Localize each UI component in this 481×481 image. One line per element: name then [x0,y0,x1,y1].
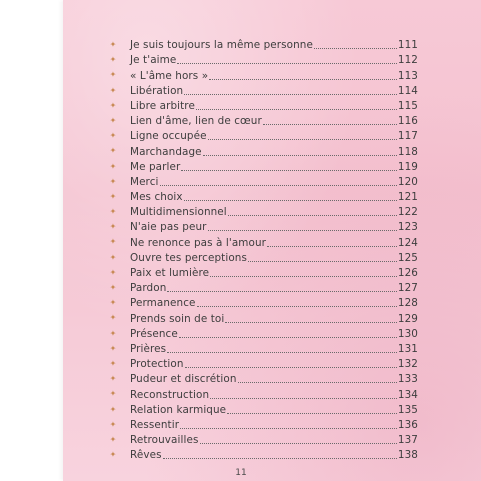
dot-leader [248,260,397,262]
toc-entry[interactable] [63,295,481,310]
toc-entry-title: Paix et lumière [130,267,210,279]
four-pointed-star-icon: ✦ [109,283,117,292]
toc-entry-title: Mes choix [130,191,183,204]
toc-entry-title: Prends soin de toi [130,312,225,325]
toc-entry-title: Ligne occupée [130,130,207,143]
toc-entry[interactable] [63,83,481,98]
toc-entry[interactable] [63,417,481,432]
toc-entry-line [130,449,418,462]
toc-entry[interactable] [63,52,481,67]
toc-entry-page: 129 [397,312,418,325]
toc-entry-title: Pardon [130,282,167,295]
toc-entry-line [130,434,418,447]
toc-entry[interactable] [63,128,481,143]
toc-entry-title: Lien d'âme, lien de cœur [130,115,262,128]
four-pointed-star-icon: ✦ [109,450,117,460]
four-pointed-star-icon: ✦ [109,146,117,156]
toc-entry-title: Présence [130,327,178,340]
toc-entry-title: Libération [130,84,184,97]
toc-entry-page: 135 [397,403,418,416]
toc-entry[interactable] [63,189,481,204]
toc-entry[interactable] [63,402,481,417]
toc-entry-page: 127 [397,282,418,295]
toc-entry-page: 138 [397,449,418,462]
dot-leader [210,275,397,277]
dot-leader [200,442,397,444]
toc-entry-page: 132 [397,358,418,371]
dot-leader [167,351,397,353]
dot-leader [177,62,397,64]
toc-entry-page: 133 [397,373,418,386]
toc-entry[interactable] [63,371,481,386]
four-pointed-star-icon: ✦ [109,70,117,80]
four-pointed-star-icon: ✦ [109,161,117,171]
toc-entry-title: Marchandage [130,145,202,158]
four-pointed-star-icon: ✦ [109,404,117,414]
toc-entry-page: 113 [397,69,418,82]
toc-entry-page: 124 [397,236,418,249]
toc-entry-page: 128 [397,297,418,310]
toc-entry-page: 120 [397,175,418,188]
toc-entry-title: Je suis toujours la même personne [130,39,313,52]
toc-entry[interactable] [63,310,481,325]
toc-entry-line [130,161,418,174]
toc-entry-page: 136 [397,418,418,431]
four-pointed-star-icon: ✦ [109,55,117,65]
toc-entry-line [130,115,418,128]
dot-leader [197,305,397,307]
toc-entry-page: 130 [397,327,418,340]
four-pointed-star-icon: ✦ [109,191,117,201]
toc-entry-title: Rêves [130,449,162,462]
dot-leader [163,457,397,459]
four-pointed-star-icon: ✦ [109,434,117,444]
four-pointed-star-icon: ✦ [109,328,117,338]
toc-entry-line [130,373,418,386]
dot-leader [225,321,396,323]
dot-leader [203,154,397,156]
four-pointed-star-icon: ✦ [109,267,117,277]
toc-entry-title: Ouvre tes perceptions [130,251,247,264]
toc-entry-title: Relation karmique [130,403,227,416]
four-pointed-star-icon: ✦ [109,100,117,110]
toc-entry-line [130,237,418,250]
toc-entry[interactable] [63,159,481,174]
toc-entry[interactable] [63,386,481,401]
dot-leader [184,199,397,201]
toc-entry-title: Protection [130,358,184,371]
toc-entry-title: Permanence [130,297,196,310]
toc-entry[interactable] [63,341,481,356]
four-pointed-star-icon: ✦ [109,313,117,323]
toc-entry-line [130,221,418,234]
dot-leader [180,427,397,429]
toc-entry-line [130,404,418,417]
toc-entry-page: 116 [397,115,418,128]
four-pointed-star-icon: ✦ [109,131,117,141]
toc-entry[interactable] [63,219,481,234]
dot-leader [160,184,397,186]
dot-leader [228,214,397,216]
toc-entry-page: 114 [397,84,418,97]
toc-entry-page: 118 [397,145,418,158]
toc-entry-line [130,419,418,432]
four-pointed-star-icon: ✦ [109,40,117,49]
four-pointed-star-icon: ✦ [109,389,117,399]
dot-leader [184,93,397,95]
toc-entry-title: Pudeur et discrétion [130,373,237,386]
dot-leader [227,412,397,414]
dot-leader [179,336,397,338]
toc-entry-title: Reconstruction [130,388,210,401]
four-pointed-star-icon: ✦ [109,176,117,186]
toc-entry[interactable] [63,234,481,249]
toc-entry[interactable] [63,37,481,52]
toc-entry-line [130,313,418,326]
toc-entry-line [130,282,418,295]
toc-entry-page: 131 [397,342,418,355]
four-pointed-star-icon: ✦ [109,343,117,353]
toc-entry-page: 134 [397,388,418,401]
toc-entry-title: Ne renonce pas à l'amour [130,236,267,249]
toc-entry[interactable] [63,143,481,158]
toc-entry-line [130,54,418,67]
toc-entry-title: Je t'aime [130,54,177,67]
toc-entry-line [130,85,418,98]
toc-entry-page: 126 [397,267,418,279]
four-pointed-star-icon: ✦ [109,419,117,429]
toc-entry-title: Multidimensionnel [130,206,227,219]
toc-entry-line [130,70,418,83]
toc-entry[interactable] [63,326,481,341]
page-number: 11 [235,468,247,478]
four-pointed-star-icon: ✦ [109,222,117,232]
toc-entry-page: 125 [397,251,418,264]
toc-entry-line [130,191,418,204]
four-pointed-star-icon: ✦ [109,207,117,217]
dot-leader [196,108,397,110]
four-pointed-star-icon: ✦ [109,358,117,368]
four-pointed-star-icon: ✦ [109,252,117,262]
toc-entry-page: 119 [397,160,418,173]
dot-leader [314,47,397,49]
four-pointed-star-icon: ✦ [109,374,117,384]
toc-entry[interactable] [63,265,481,280]
dot-leader [209,78,397,80]
toc-entry[interactable] [63,356,481,371]
dot-leader [208,138,397,140]
toc-entry-page: 121 [397,191,418,204]
toc-entry-line [130,130,418,143]
toc-entry-line [130,100,418,113]
four-pointed-star-icon: ✦ [109,298,117,308]
toc-entry[interactable] [63,67,481,82]
toc-entry-title: « L'âme hors » [130,69,209,82]
toc-entry-line [130,328,418,341]
four-pointed-star-icon: ✦ [109,85,117,95]
toc-entry[interactable] [63,174,481,189]
toc-entry-line [130,39,418,52]
toc-entry[interactable] [63,204,481,219]
dot-leader [263,123,397,125]
toc-entry-page: 137 [397,434,418,447]
toc-entry-line [130,146,418,159]
toc-entry-page: 115 [397,99,418,112]
toc-entry-page: 123 [397,221,418,234]
dot-leader [210,397,397,399]
toc-entry-title: Prières [130,342,167,355]
dot-leader [267,245,397,247]
toc-entry[interactable] [63,113,481,128]
toc-entry-line [130,358,418,371]
book-page [63,0,481,481]
toc-entry-title: Ressentir [130,418,180,431]
four-pointed-star-icon: ✦ [109,237,117,247]
dot-leader [238,381,397,383]
dot-leader [167,290,396,292]
toc-entry[interactable] [63,432,481,447]
toc-entry-page: 111 [397,39,418,52]
dot-leader [181,169,397,171]
toc-entry[interactable] [63,447,481,462]
table-of-contents [63,37,481,462]
toc-entry-title: Libre arbitre [130,99,195,112]
toc-entry[interactable] [63,250,481,265]
toc-entry-title: Merci [130,175,159,188]
toc-entry-line [130,297,418,310]
toc-entry-page: 122 [397,206,418,219]
four-pointed-star-icon: ✦ [109,115,117,125]
toc-entry[interactable] [63,280,481,295]
toc-entry-title: Retrouvailles [130,434,199,447]
toc-entry-line [130,343,418,356]
toc-entry-line [130,176,418,189]
toc-entry[interactable] [63,98,481,113]
dot-leader [208,229,397,231]
toc-entry-page: 112 [397,54,418,67]
toc-entry-line [130,252,418,265]
toc-entry-title: N'aie pas peur [130,221,207,234]
toc-entry-page: 117 [397,130,418,143]
toc-entry-line [130,206,418,219]
toc-entry-line [130,389,418,402]
toc-entry-title: Me parler [130,160,181,173]
dot-leader [185,366,397,368]
toc-entry-line [130,267,418,280]
